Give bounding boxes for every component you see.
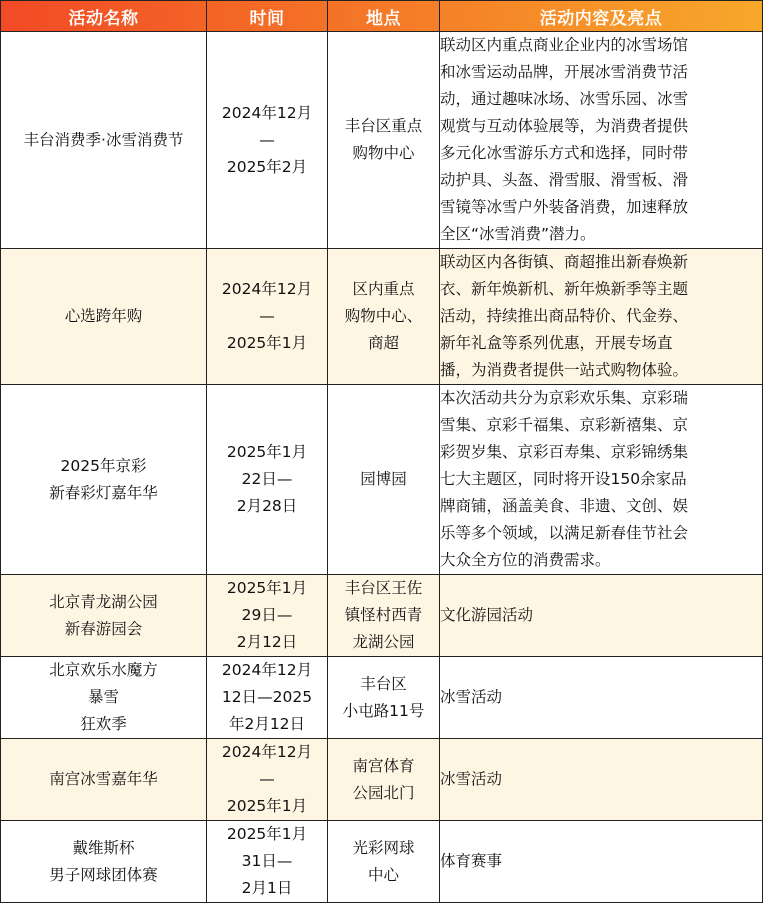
time-line: 12日—2025 xyxy=(221,688,313,706)
table-row xyxy=(1,739,763,821)
time-cell xyxy=(207,385,328,575)
time-cell xyxy=(207,739,328,821)
location-line: 购物中心、 xyxy=(344,307,423,325)
activity-name-line: 北京青龙湖公园 xyxy=(49,592,158,611)
content-line: 和冰雪运动品牌，开展冰雪消费节活 xyxy=(440,63,689,81)
location-cell xyxy=(328,739,440,821)
content-cell xyxy=(440,575,763,657)
time-line: 年2月12日 xyxy=(228,715,306,733)
content-line: 动护具、头盔、滑雪服、滑雪板、滑 xyxy=(440,171,689,189)
header-activity-name: 活动名称 xyxy=(1,1,207,32)
activity-name-cell xyxy=(1,249,207,385)
time-line: — xyxy=(259,770,275,788)
location-line: 中心 xyxy=(367,865,399,884)
time-line: 2025年1月 xyxy=(226,797,308,815)
content-line: 乐等多个领域，以满足新春佳节社会 xyxy=(440,524,689,542)
location-cell xyxy=(328,249,440,385)
time-line: 2024年12月 xyxy=(221,103,313,122)
content-line: 新年礼盒等系列优惠，开展专场直 xyxy=(440,334,673,352)
activity-name-line: 新春彩灯嘉年华 xyxy=(49,483,158,502)
content-line: 文化游园活动 xyxy=(440,606,534,624)
content-line: 冰雪活动 xyxy=(440,770,503,788)
location-cell xyxy=(328,657,440,739)
activity-name-cell xyxy=(1,821,207,903)
location-line: 小屯路11号 xyxy=(342,701,425,720)
time-line: 2025年1月 xyxy=(226,579,308,597)
time-cell xyxy=(207,575,328,657)
time-line: 29日— xyxy=(241,606,293,624)
location-cell xyxy=(328,32,440,249)
content-cell xyxy=(440,739,763,821)
content-line: 联动区内重点商业企业内的冰雪场馆 xyxy=(440,36,689,54)
location-line: 丰台区 xyxy=(360,674,407,693)
content-line: 体育赛事 xyxy=(440,852,503,870)
header-content-highlights: 活动内容及亮点 xyxy=(440,1,763,32)
time-line: — xyxy=(259,130,275,149)
location-cell xyxy=(328,821,440,903)
content-cell xyxy=(440,821,763,903)
activity-name-line: 暴雪 xyxy=(87,688,119,706)
table-row xyxy=(1,575,763,657)
location-line: 龙湖公园 xyxy=(352,633,415,651)
location-line: 园博园 xyxy=(360,470,407,488)
time-line: 2月1日 xyxy=(241,879,293,897)
activity-name-cell xyxy=(1,32,207,249)
table-row xyxy=(1,32,763,249)
time-line: 22日— xyxy=(241,470,293,488)
header-location: 地点 xyxy=(328,1,440,32)
content-line: 多元化冰雪游乐方式和选择，同时带 xyxy=(440,144,689,162)
time-cell xyxy=(207,657,328,739)
time-cell xyxy=(207,32,328,249)
time-line: 2024年12月 xyxy=(221,661,313,679)
time-line: 2024年12月 xyxy=(221,280,313,298)
location-line: 光彩网球 xyxy=(352,838,415,857)
location-line: 镇怪村西青 xyxy=(344,606,423,624)
time-line: 2024年12月 xyxy=(221,743,313,761)
table-body xyxy=(1,32,763,903)
time-cell xyxy=(207,821,328,903)
content-cell xyxy=(440,32,763,249)
location-line: 南宫体育 xyxy=(352,756,415,775)
activity-name-cell xyxy=(1,575,207,657)
location-line: 购物中心 xyxy=(352,144,415,162)
table-row xyxy=(1,821,763,903)
content-line: 雪集、京彩千福集、京彩新禧集、京 xyxy=(440,416,689,434)
table-header-row xyxy=(1,1,763,32)
content-line: 本次活动共分为京彩欢乐集、京彩瑞 xyxy=(440,389,689,407)
table-row xyxy=(1,385,763,575)
activity-name-line: 狂欢季 xyxy=(80,715,127,733)
activity-name-line: 新春游园会 xyxy=(64,619,143,638)
location-cell xyxy=(328,385,440,575)
table-row xyxy=(1,249,763,385)
activity-name-line: 2025年京彩 xyxy=(60,456,147,475)
content-line: 动，通过趣味冰场、冰雪乐园、冰雪 xyxy=(440,90,689,108)
location-line: 丰台区王佐 xyxy=(344,579,423,597)
time-line: 2025年1月 xyxy=(226,443,308,461)
time-line: 2025年1月 xyxy=(226,825,308,843)
activity-name-line: 男子网球团体赛 xyxy=(49,865,158,884)
content-cell xyxy=(440,385,763,575)
location-line: 丰台区重点 xyxy=(344,117,423,135)
location-line: 商超 xyxy=(367,334,399,352)
activity-name-line: 戴维斯杯 xyxy=(72,838,135,857)
activity-name-line: 南宫冰雪嘉年华 xyxy=(49,770,158,788)
content-line: 播，为消费者提供一站式购物体验。 xyxy=(440,361,689,379)
time-line: 2月28日 xyxy=(236,497,298,515)
activity-name-cell xyxy=(1,657,207,739)
content-line: 七大主题区，同时将开设150余家品 xyxy=(440,470,687,488)
content-line: 牌商铺，涵盖美食、非遗、文创、娱 xyxy=(440,497,689,515)
location-cell xyxy=(328,575,440,657)
activity-name-cell xyxy=(1,739,207,821)
content-line: 冰雪活动 xyxy=(440,688,503,706)
content-line: 观赏与互动体验展等，为消费者提供 xyxy=(440,117,689,135)
content-cell xyxy=(440,249,763,385)
activity-name-line: 心选跨年购 xyxy=(64,307,143,325)
activity-name-line: 丰台消费季·冰雪消费节 xyxy=(23,130,184,149)
content-line: 全区“冰雪消费”潜力。 xyxy=(440,225,596,243)
content-line: 活动，持续推出商品特价、代金券、 xyxy=(440,307,689,325)
time-line: 31日— xyxy=(241,852,293,870)
header-time: 时间 xyxy=(207,1,328,32)
content-line: 彩贺岁集、京彩百寿集、京彩锦绣集 xyxy=(440,443,689,461)
activity-name-line: 北京欢乐水魔方 xyxy=(49,661,158,679)
content-line: 雪镜等冰雪户外装备消费，加速释放 xyxy=(440,198,689,216)
content-line: 大众全方位的消费需求。 xyxy=(440,551,611,569)
time-line: — xyxy=(259,307,275,325)
content-line: 联动区内各街镇、商超推出新春焕新 xyxy=(440,253,689,271)
time-cell xyxy=(207,249,328,385)
content-cell xyxy=(440,657,763,739)
time-line: 2025年1月 xyxy=(226,334,308,352)
content-line: 衣、新年焕新机、新年焕新季等主题 xyxy=(440,280,689,298)
time-line: 2月12日 xyxy=(236,633,298,651)
activity-name-cell xyxy=(1,385,207,575)
table-row xyxy=(1,657,763,739)
location-line: 区内重点 xyxy=(352,280,415,298)
time-line: 2025年2月 xyxy=(226,157,308,176)
location-line: 公园北门 xyxy=(352,783,415,802)
